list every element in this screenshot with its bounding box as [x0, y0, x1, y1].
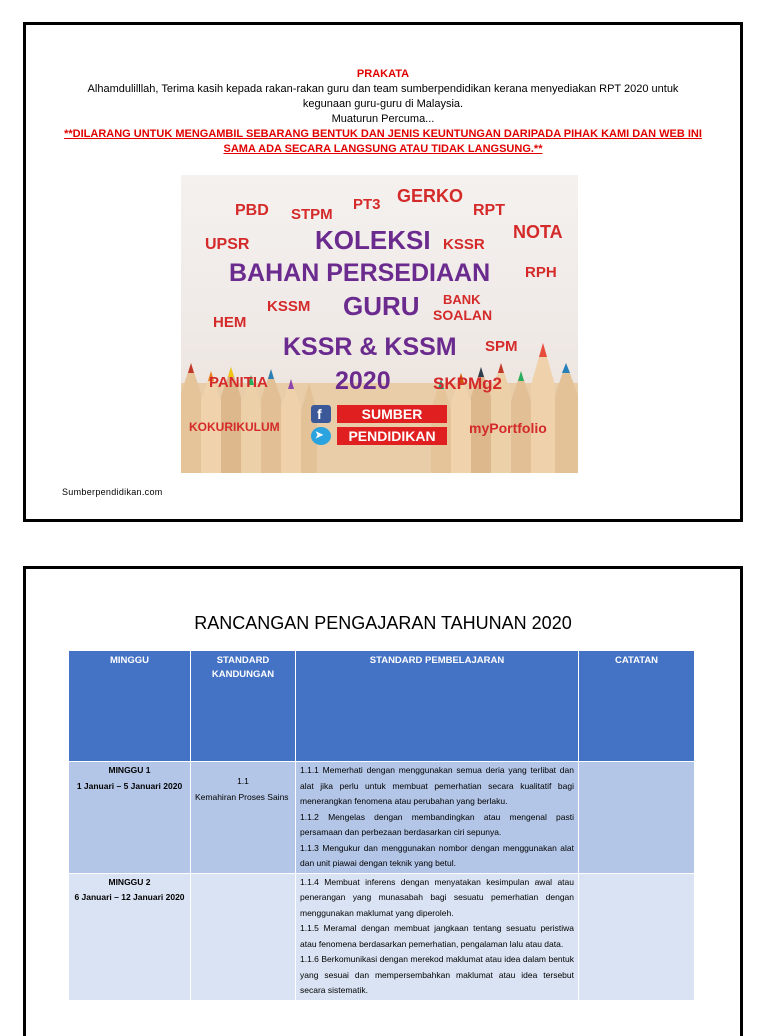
sp-cell — [296, 873, 579, 1000]
word-koleksi: KOLEKSI — [315, 225, 431, 255]
word-rpt: RPT — [473, 202, 505, 219]
word-spm: SPM — [485, 338, 518, 355]
preface-block — [26, 67, 740, 157]
week-dates: 6 Januari – 12 Januari 2020 — [74, 892, 185, 902]
sp-cell — [296, 762, 579, 874]
page-rpt — [23, 566, 743, 1036]
preface-warning-2: SAMA ADA SECARA LANGSUNG ATAU TIDAK LANGSUNG.** — [223, 143, 543, 155]
header-standard-pembelajaran: STANDARD PEMBELAJARAN — [296, 651, 579, 762]
table-header-row — [69, 651, 695, 762]
koleksi-poster — [181, 175, 578, 473]
word-upsr: UPSR — [205, 236, 250, 253]
word-rph: RPH — [525, 264, 557, 281]
telegram-icon: ➤ — [311, 427, 331, 445]
facebook-icon: f — [311, 405, 331, 423]
word-kssr-kssm: KSSR & KSSM — [283, 333, 457, 361]
sk-cell — [191, 873, 296, 1000]
catatan-cell — [579, 762, 695, 874]
word-pbd: PBD — [235, 202, 269, 219]
logo-sumber: SUMBER — [337, 405, 447, 423]
sp-item: 1.1.6 Berkomunikasi dengan merekod maklumat atau idea dalam bentuk yang sesuai dan mempersembahkan maklumat atau idea tersebut secara sistematik. — [300, 954, 574, 995]
word-myportfolio: myPortfolio — [469, 420, 547, 436]
header-standard-kandungan: STANDARD KANDUNGAN — [191, 651, 296, 762]
sp-item: 1.1.5 Meramal dengan membuat jangkaan tentang sesuatu peristiwa atau fenomena berdasarkan pemerhatian, pengalaman lalu atau data. — [300, 923, 574, 949]
preface-line-2: kegunaan guru-guru di Malaysia. — [302, 98, 464, 110]
page-preface — [23, 22, 743, 522]
word-kokurikulum: KOKURIKULUM — [189, 420, 280, 434]
preface-line-1: Alhamdulilllah, Terima kasih kepada rakan-rakan guru dan team sumberpendidikan kerana menyediakan RPT 2020 untuk — [87, 83, 679, 95]
sp-item: 1.1.2 Mengelas dengan membandingkan atau mengenal pasti persamaan dan perbezaan berdasarkan ciri sepunya. — [300, 811, 574, 837]
word-kssr: KSSR — [443, 236, 485, 253]
word-nota: NOTA — [513, 222, 563, 242]
sk-cell — [191, 762, 296, 874]
word-skpmg2: SKPMg2 — [433, 374, 502, 393]
word-2020: 2020 — [335, 367, 391, 395]
word-soalan: SOALAN — [433, 307, 493, 323]
sumber-pendidikan-logo — [311, 405, 449, 447]
week-label: MINGGU 1 — [108, 765, 151, 775]
week-label: MINGGU 2 — [108, 876, 151, 887]
table-row — [69, 762, 695, 874]
footer-website: Sumberpendidikan.com — [62, 487, 163, 497]
week-dates: 1 Januari – 5 Januari 2020 — [76, 780, 183, 791]
week-cell — [69, 762, 191, 874]
sp-item: 1.1.4 Membuat inferens dengan menyatakan kesimpulan awal atau penerangan yang munasabah bagi sesuatu pemerhatian dengan menggunakan maklumat yang diperoleh. — [300, 876, 574, 918]
rpt-title: RANCANGAN PENGAJARAN TAHUNAN 2020 — [194, 613, 572, 633]
logo-pendidikan: PENDIDIKAN — [337, 427, 447, 445]
sp-item: 1.1.3 Mengukur dan menggunakan nombor dengan menggunakan alat dan unit piawai dengan teknik yang betul. — [300, 842, 574, 868]
sk-text: Kemahiran Proses Sains — [195, 791, 289, 802]
word-hem: HEM — [213, 314, 247, 331]
word-stpm: STPM — [291, 206, 333, 223]
word-bank: BANK — [443, 292, 481, 307]
word-panitia: PANITIA — [209, 374, 268, 391]
word-kssm: KSSM — [267, 298, 311, 315]
catatan-cell — [579, 873, 695, 1000]
preface-heading: PRAKATA — [356, 68, 410, 80]
sp-item: 1.1.1 Memerhati dengan menggunakan semua deria yang terlibat dan alat jika perlu untuk membuat pemerhatian secara kualitatif bagi menerangkan fenomena atau perubahan yang berlaku. — [300, 765, 574, 806]
header-minggu: MINGGU — [69, 651, 191, 762]
preface-warning-1: **DILARANG UNTUK MENGAMBIL SEBARANG BENTUK DAN JENIS KEUNTUNGAN DARIPADA PIHAK KAMI DAN WEB INI — [64, 128, 702, 140]
word-bahan-persediaan: BAHAN PERSEDIAAN — [229, 259, 491, 287]
preface-line-3: Muaturun Percuma... — [331, 113, 435, 125]
word-gerko: GERKO — [397, 186, 464, 206]
sk-code: 1.1 — [237, 776, 249, 786]
table-row — [69, 873, 695, 1000]
header-catatan: CATATAN — [579, 651, 695, 762]
word-guru: GURU — [343, 291, 420, 321]
word-pt3: PT3 — [353, 196, 381, 213]
week-cell — [69, 873, 191, 1000]
rpt-table — [68, 650, 695, 1001]
